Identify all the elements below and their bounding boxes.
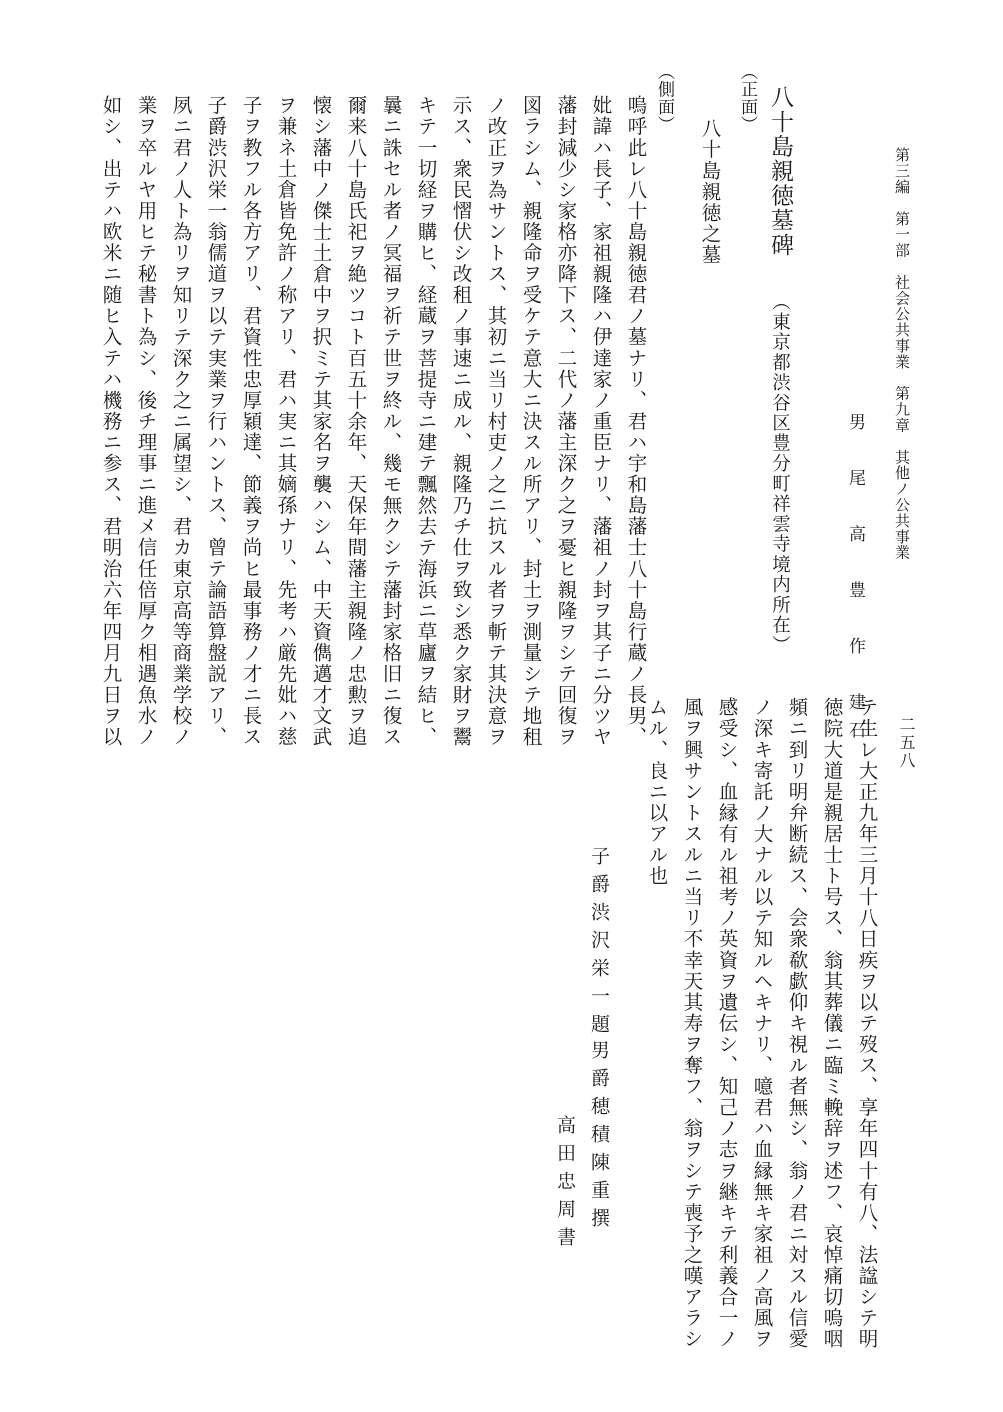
document-title: 八十島親徳墓碑 [767, 85, 793, 258]
signature-line: 男爵穂積陳重撰 [588, 1040, 610, 1236]
body-column: 嗚呼此レ八十島親徳君ノ墓ナリ、君ハ宇和島藩士八十島行蔵ノ長男、 [624, 95, 648, 748]
body-column: ノ深キ寄託ノ大ナル以テ知ルヘキナリ、噫君ハ血縁無キ家祖ノ高風ヲ [750, 697, 774, 1350]
body-column: 爾来八十島氏祀ヲ絶ツコト百五十余年、天保年間藩主親隆ノ忠勲ヲ追 [344, 95, 368, 748]
body-column: テ生レ大正九年三月十八日疾ヲ以テ歿ス、享年四十有八、法諡シテ明 [855, 697, 879, 1350]
page-number: 二五八 [897, 716, 916, 770]
body-column: 如シ、出テハ欧米ニ随ヒ入テハ機務ニ参ス、君明治六年四月九日ヲ以 [99, 95, 123, 748]
body-column: 夙ニ君ノ人ト為リヲ知リテ深ク之ニ属望シ、君カ東京高等商業学校ノ [169, 95, 193, 748]
location-note: （東京都渋谷区豊分町祥雲寺境内所在） [769, 292, 791, 656]
body-column: 徳院大道是親居士ト号ス、翁其葬儀ニ臨ミ輓辞ヲ述フ、哀悼痛切嗚咽 [820, 697, 844, 1350]
body-column: 風ヲ興サントスルニ当リ不幸天其寿ヲ奪フ、翁ヲシテ喪予之嘆アラシ [680, 697, 704, 1350]
body-column: 懐シ藩中ノ傑士土倉中ヲ択ミテ其家名ヲ襲ハシム、中天資儁邁才文武 [309, 95, 333, 748]
running-header: 第三編 第一部 社会公共事業 第九章 其他ノ公共事業 [893, 147, 911, 561]
body-column: ムル、良ニ以アル也 [645, 697, 669, 887]
body-column: 曩ニ誅セル者ノ冥福ヲ祈テ世ヲ終ル、幾モ無クシテ藩封家格旧ニ復ス [379, 95, 403, 748]
body-column: 感受シ、血縁有ル祖考ノ英資ヲ遺伝シ、知己ノ志ヲ継キテ利義合一ノ [715, 697, 739, 1350]
body-column: キテ一切経ヲ購ヒ、経蔵ヲ菩提寺ニ建テ飄然去テ海浜ニ草廬ヲ結ヒ、 [414, 95, 438, 748]
front-label: （正面） [737, 63, 757, 133]
body-column: 藩封減少シ家格亦降下ス、二代ノ藩主深ク之ヲ憂ヒ親隆ヲシテ回復ヲ [554, 95, 578, 748]
side-label: （側面） [654, 63, 674, 133]
author-line: 男 尾 高 豊 作 建石 [845, 413, 865, 749]
body-column: ノ改正ヲ為サントス、其初ニ当リ村吏ノ之ニ抗スル者ヲ斬テ其決意ヲ [484, 95, 508, 748]
body-column: 業ヲ卒ルヤ用ヒテ秘書ト為シ、後チ理事ニ進メ信任倍厚ク相遇魚水ノ [134, 95, 158, 748]
signature-line: 高田忠周書 [554, 1115, 576, 1255]
body-column: 子ヲ教フル各方アリ、君資性忠厚穎達、節義ヲ尚ヒ最事務ノ才ニ長ス [239, 95, 263, 748]
body-column: ヲ兼ネ土倉皆免許ノ称アリ、君ハ実ニ其嫡孫ナリ、先考ハ厳先妣ハ慈 [274, 95, 298, 748]
body-column: 図ラシム、親隆命ヲ受ケテ意大ニ決スル所アリ、封土ヲ測量シテ地租 [519, 95, 543, 748]
body-column: 頻ニ到リ明弁断続ス、会衆欷歔仰キ視ル者無シ、翁ノ君ニ対スル信愛 [785, 697, 809, 1350]
body-column: 子爵渋沢栄一翁儒道ヲ以テ実業ヲ行ハントス、曾テ論語算盤説アリ、 [204, 95, 228, 748]
body-column: 妣諱ハ長子、家祖親隆ハ伊達家ノ重臣ナリ、藩祖ノ封ヲ其子ニ分ツヤ [589, 95, 613, 748]
front-inscription: 八十島親徳之墓 [698, 118, 722, 266]
signature-line: 子爵渋沢栄一題 [588, 846, 610, 1042]
body-column: 示ス、衆民慴伏シ改租ノ事速ニ成ル、親隆乃チ仕ヲ致シ悉ク家財ヲ鬻 [449, 95, 473, 748]
